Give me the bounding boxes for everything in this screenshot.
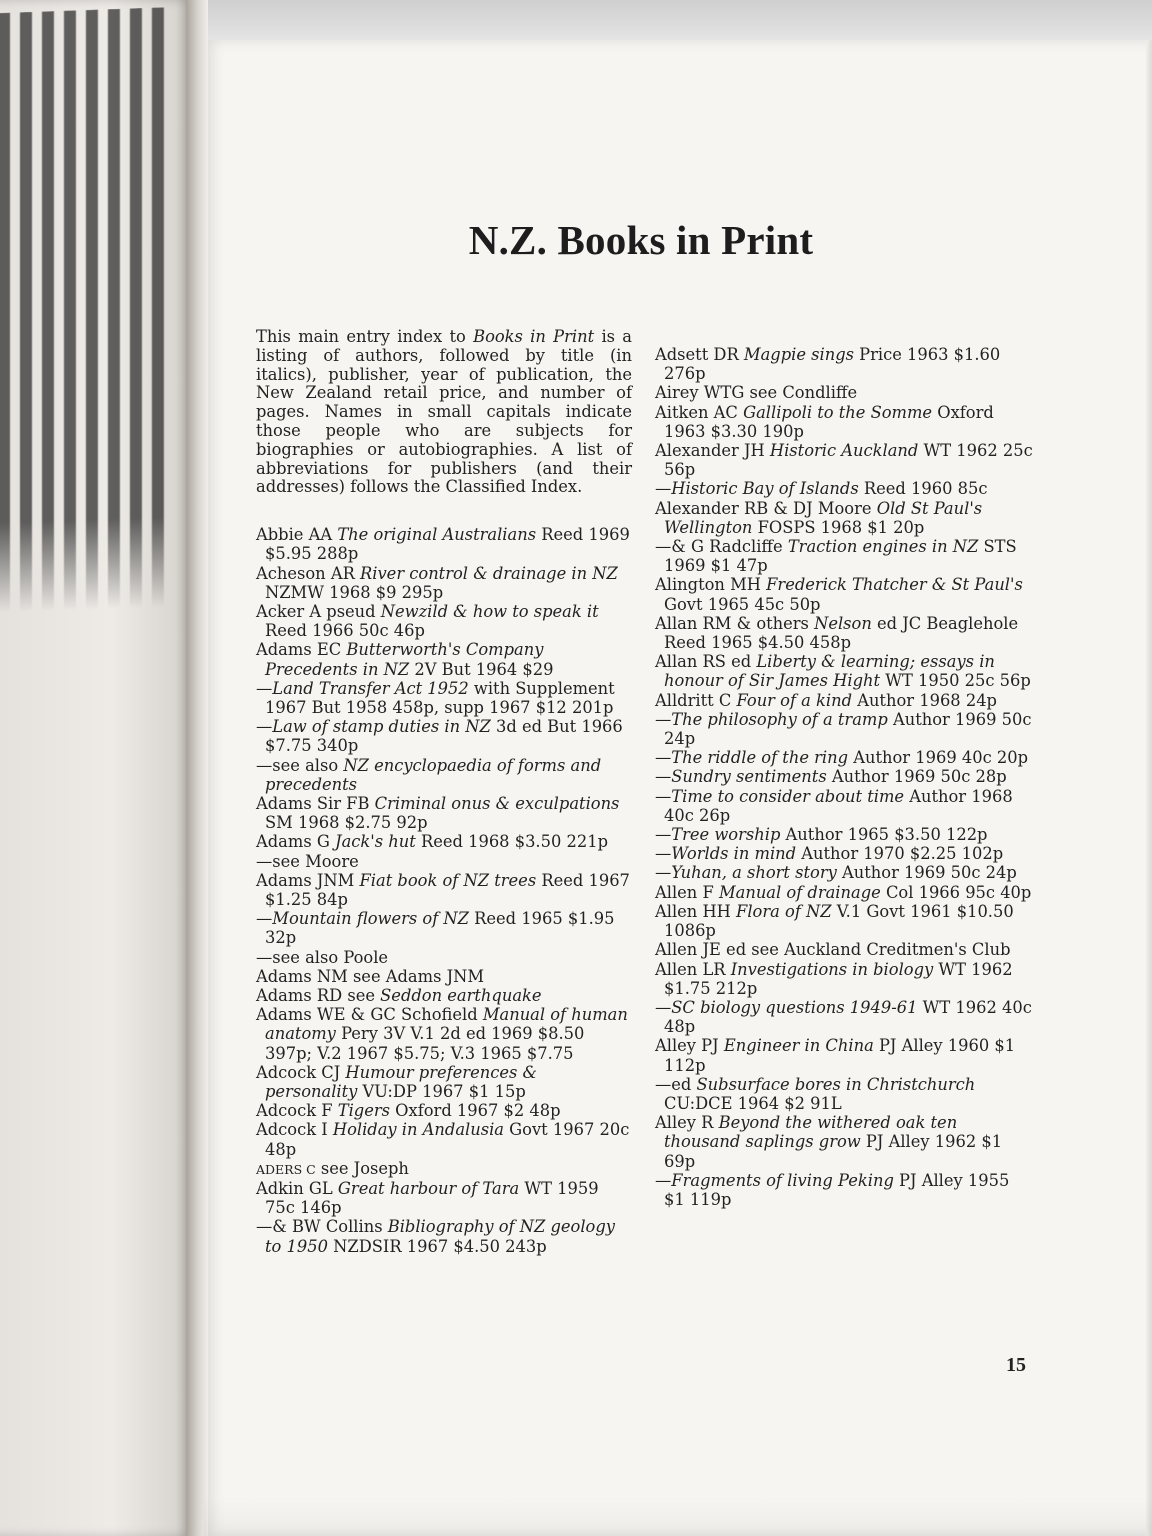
entry-text: Adsett DR bbox=[655, 345, 744, 364]
entry-text: Adams RD see bbox=[256, 986, 381, 1006]
entry-title: Humour preferences & personality bbox=[265, 1062, 537, 1102]
page-number: 15 bbox=[1006, 1354, 1026, 1376]
entry-text: Author 1969 50c 28p bbox=[826, 767, 1007, 787]
entry-title: Four of a kind bbox=[736, 690, 853, 710]
index-entry bbox=[655, 960, 1035, 998]
entry-text: Allen JE ed see Auckland Creditmen's Club bbox=[655, 940, 1011, 960]
index-entry bbox=[655, 345, 1035, 383]
index-entry bbox=[256, 794, 632, 832]
index-entry bbox=[256, 1217, 632, 1255]
entry-text: — bbox=[655, 767, 672, 787]
index-entry bbox=[655, 383, 1035, 402]
index-entry bbox=[256, 1101, 632, 1120]
entry-text: FOSPS 1968 $1 20p bbox=[752, 517, 925, 537]
entry-text: Author 1968 40c 26p bbox=[664, 786, 1013, 825]
index-entry bbox=[655, 883, 1035, 902]
entry-text: Allan RM & others bbox=[655, 613, 815, 633]
entry-title: River control & drainage in NZ bbox=[360, 563, 618, 583]
entry-title: Old St Paul's Wellington bbox=[664, 498, 983, 537]
index-entry bbox=[256, 871, 632, 909]
entry-text: WT 1950 25c 56p bbox=[880, 671, 1031, 691]
entry-title: Criminal onus & exculpations bbox=[374, 794, 620, 814]
entry-text: Acker A pseud bbox=[256, 601, 381, 621]
entry-title: The philosophy of a tramp bbox=[671, 709, 888, 729]
entry-text: PJ Alley 1955 $1 119p bbox=[664, 1170, 1010, 1209]
entry-text: Author 1969 50c 24p bbox=[664, 709, 1032, 749]
page-edge bbox=[1146, 40, 1152, 1536]
index-entry bbox=[256, 1159, 632, 1179]
entry-text: —ed bbox=[655, 1074, 697, 1094]
index-entry bbox=[655, 940, 1035, 959]
index-entry bbox=[655, 1113, 1035, 1171]
entry-title: NZ encyclopaedia of forms and precedents bbox=[265, 755, 602, 794]
entry-text: Alington MH bbox=[655, 575, 767, 595]
entry-text: Govt 1967 20c 48p bbox=[265, 1120, 630, 1159]
entry-text: Oxford 1967 $2 48p bbox=[390, 1101, 561, 1121]
entry-text: Allen F bbox=[655, 882, 719, 902]
page-title: N.Z. Books in Print bbox=[468, 217, 814, 263]
entry-title: Time to consider about time bbox=[671, 786, 905, 806]
index-entry bbox=[256, 832, 632, 851]
entry-text: — bbox=[655, 863, 672, 883]
entry-title: The original Australians bbox=[337, 525, 537, 545]
entry-text: Reed 1968 $3.50 221p bbox=[415, 832, 608, 852]
entry-title: Tree worship bbox=[671, 825, 781, 845]
entry-text: —& G Radcliffe bbox=[655, 537, 788, 557]
index-entry bbox=[256, 909, 632, 947]
entry-text: Reed 1967 $1.25 84p bbox=[265, 870, 630, 910]
entry-title: Butterworth's Company Precedents in NZ bbox=[265, 640, 544, 679]
index-entry bbox=[256, 640, 632, 678]
entry-text: Reed 1965 $1.95 32p bbox=[265, 909, 615, 948]
entry-text: Adcock I bbox=[256, 1120, 333, 1140]
entry-list-left bbox=[256, 525, 632, 1256]
entry-text: Col 1966 95c 40p bbox=[880, 882, 1032, 902]
index-entry bbox=[655, 441, 1035, 479]
index-entry bbox=[256, 564, 632, 602]
entry-text: Acheson AR bbox=[256, 563, 361, 583]
entry-title: Historic Auckland bbox=[769, 441, 919, 461]
index-entry bbox=[655, 652, 1035, 690]
entry-title: Subsurface bores in Christchurch bbox=[696, 1074, 976, 1094]
entry-text: Adams NM see Adams JNM bbox=[256, 966, 485, 986]
entry-text: — bbox=[655, 786, 672, 806]
background-band bbox=[200, 0, 1152, 42]
entry-text: — bbox=[256, 717, 273, 737]
index-entry bbox=[256, 852, 632, 871]
entry-title: Fragments of living Peking bbox=[671, 1170, 894, 1190]
entry-text: Alley R bbox=[655, 1113, 719, 1133]
index-entry bbox=[655, 499, 1035, 537]
index-entry bbox=[256, 717, 632, 755]
index-entry bbox=[655, 902, 1035, 940]
entry-text: STS 1969 $1 47p bbox=[664, 537, 1017, 576]
entry-text: —see also bbox=[256, 755, 344, 775]
entry-text: —see Moore bbox=[256, 851, 359, 871]
entry-text: Adams WE & GC Schofield bbox=[256, 1005, 483, 1025]
entry-text: Oxford 1963 $3.30 190p bbox=[664, 402, 994, 441]
entry-text: Adams G bbox=[256, 832, 336, 852]
page-shadow bbox=[204, 1496, 1152, 1536]
entry-text: NZDSIR 1967 $4.50 243p bbox=[327, 1236, 547, 1256]
index-entry bbox=[655, 1036, 1035, 1074]
entry-text: Price 1963 $1.60 276p bbox=[664, 345, 1001, 384]
entry-title: Nelson bbox=[814, 613, 872, 633]
entry-title: Beyond the withered oak ten thousand saplings grow bbox=[664, 1113, 958, 1152]
index-entry bbox=[655, 537, 1035, 575]
index-entry bbox=[655, 863, 1035, 882]
index-entry bbox=[256, 602, 632, 640]
entry-title: Gallipoli to the Somme bbox=[743, 402, 933, 422]
index-entry bbox=[256, 967, 632, 986]
entry-title: The riddle of the ring bbox=[671, 748, 849, 768]
entry-title: Yuhan, a short story bbox=[671, 863, 837, 883]
entry-text: Reed 1960 85c bbox=[858, 479, 988, 499]
entry-title: Liberty & learning; essays in honour of Sir James Hight bbox=[664, 652, 995, 691]
index-entry bbox=[256, 1179, 632, 1217]
index-entry bbox=[655, 748, 1035, 767]
intro-text: This main entry index to bbox=[256, 327, 474, 346]
index-entry bbox=[256, 986, 632, 1005]
entry-text: ed JC Beaglehole Reed 1965 $4.50 458p bbox=[664, 613, 1019, 653]
entry-text: — bbox=[655, 479, 672, 499]
index-entry bbox=[655, 691, 1035, 710]
entry-text: — bbox=[256, 909, 273, 929]
entry-text: Pery 3V V.1 2d ed 1969 $8.50 397p; V.2 1967 $5.75; V.3 1965 $7.75 bbox=[265, 1024, 585, 1063]
entry-text: Alley PJ bbox=[655, 1036, 724, 1056]
entry-text: 3d ed But 1966 $7.75 340p bbox=[265, 717, 623, 756]
entry-text: V.1 Govt 1961 $10.50 1086p bbox=[664, 901, 1014, 941]
entry-text: PJ Alley 1960 $1 112p bbox=[664, 1036, 1016, 1075]
entry-title: Worlds in mind bbox=[671, 844, 797, 864]
intro-italic-text: Books in Print bbox=[473, 327, 595, 346]
entry-text: Author 1965 $3.50 122p bbox=[780, 825, 988, 845]
entry-text: CU:DCE 1964 $2 91L bbox=[664, 1093, 842, 1113]
entry-text: Author 1970 $2.25 102p bbox=[796, 844, 1004, 864]
entry-text: — bbox=[655, 748, 672, 768]
entry-subject-name: ADERS C bbox=[256, 1161, 316, 1177]
entry-text: Adkin GL bbox=[256, 1179, 338, 1199]
index-entry bbox=[655, 998, 1035, 1036]
entry-text: Adcock CJ bbox=[256, 1062, 346, 1082]
entry-title: SC biology questions 1949-61 bbox=[671, 997, 918, 1017]
index-entry bbox=[655, 614, 1035, 652]
entry-text: with Supplement 1967 But 1958 458p, supp 1967 $12 201p bbox=[265, 678, 615, 717]
entry-text: PJ Alley 1962 $1 69p bbox=[664, 1132, 1003, 1171]
entry-title: Investigations in biology bbox=[730, 959, 934, 979]
index-entry bbox=[256, 948, 632, 967]
entry-text: — bbox=[655, 1170, 672, 1190]
entry-text: Author 1968 24p bbox=[852, 690, 997, 710]
entry-title: Manual of human anatomy bbox=[265, 1005, 628, 1044]
entry-title: Engineer in China bbox=[723, 1036, 874, 1056]
entry-text: Alexander RB & DJ Moore bbox=[655, 498, 877, 518]
entry-title: Fiat book of NZ trees bbox=[359, 870, 537, 890]
entry-title: Great harbour of Tara bbox=[337, 1179, 520, 1199]
entry-text: Alldritt C bbox=[655, 690, 737, 710]
entry-title: Historic Bay of Islands bbox=[671, 479, 859, 499]
index-entry bbox=[256, 679, 632, 717]
entry-title: Traction engines in NZ bbox=[787, 537, 979, 557]
index-entry bbox=[655, 1075, 1035, 1113]
entry-text: Adams EC bbox=[256, 640, 347, 660]
entry-title: Seddon earthquake bbox=[380, 986, 542, 1006]
entry-text: — bbox=[655, 844, 672, 864]
intro-paragraph bbox=[256, 328, 632, 497]
entry-text: Airey WTG see Condliffe bbox=[655, 383, 858, 403]
index-entry bbox=[655, 825, 1035, 844]
index-entry bbox=[655, 479, 1035, 498]
entry-title: Jack's hut bbox=[335, 832, 416, 852]
entry-text: —& BW Collins bbox=[256, 1217, 388, 1237]
index-entry bbox=[655, 403, 1035, 441]
entry-text: WT 1959 75c 146p bbox=[265, 1179, 599, 1218]
entry-text: Alexander JH bbox=[655, 441, 770, 461]
entry-text: NZMW 1968 $9 295p bbox=[265, 582, 444, 602]
entry-text: — bbox=[655, 997, 672, 1017]
left-column bbox=[256, 328, 632, 1256]
entry-title: Newzild & how to speak it bbox=[380, 601, 599, 621]
entry-text: —see also Poole bbox=[256, 947, 389, 967]
entry-text: Adcock F bbox=[256, 1101, 338, 1121]
right-column bbox=[655, 345, 1035, 1209]
index-entry bbox=[256, 1120, 632, 1158]
entry-text: VU:DP 1967 $1 15p bbox=[357, 1082, 526, 1102]
entry-title: Magpie sings bbox=[743, 345, 854, 364]
entry-text: — bbox=[256, 678, 273, 698]
entry-list-right bbox=[655, 345, 1035, 1209]
entry-text: WT 1962 25c 56p bbox=[664, 441, 1033, 480]
entry-text: WT 1962 $1.75 212p bbox=[664, 959, 1013, 998]
entry-text: Aitken AC bbox=[655, 402, 744, 422]
entry-title: Manual of drainage bbox=[718, 882, 881, 902]
index-entry bbox=[655, 787, 1035, 825]
entry-text: Adams JNM bbox=[256, 870, 360, 890]
entry-text: — bbox=[655, 709, 672, 729]
entry-title: Bibliography of NZ geology to 1950 bbox=[265, 1217, 615, 1256]
index-entry bbox=[256, 1005, 632, 1063]
entry-title: Frederick Thatcher & St Paul's bbox=[766, 575, 1023, 595]
entry-text: Allan RS ed bbox=[655, 652, 757, 672]
index-entry bbox=[256, 756, 632, 794]
index-entry bbox=[655, 1171, 1035, 1209]
entry-text: see Joseph bbox=[315, 1158, 409, 1178]
index-entry bbox=[655, 710, 1035, 748]
entry-text: Allen HH bbox=[655, 901, 737, 921]
entry-title: Holiday in Andalusia bbox=[332, 1120, 504, 1140]
entry-title: Law of stamp duties in NZ bbox=[272, 717, 491, 737]
entry-text: Adams Sir FB bbox=[256, 794, 375, 814]
entry-text: Abbie AA bbox=[256, 525, 338, 545]
index-entry bbox=[655, 844, 1035, 863]
intro-text: is a listing of authors, followed by title (in italics), publisher, year of publication, the New Zealand retail price, and number of pages. Names in small capitals indicate those people who are subjects for biographies or autobiographies. A list of abbreviations for publishers (and their addresses) follows the Classified Index. bbox=[256, 327, 633, 497]
entry-title: Tigers bbox=[337, 1101, 390, 1121]
facing-page-text-blur bbox=[0, 7, 166, 613]
index-entry bbox=[655, 767, 1035, 786]
entry-text: Govt 1965 45c 50p bbox=[664, 594, 821, 614]
entry-text: — bbox=[655, 825, 672, 845]
index-entry bbox=[655, 575, 1035, 613]
entry-text: Author 1969 40c 20p bbox=[848, 748, 1028, 768]
index-entry bbox=[256, 525, 632, 563]
entry-text: Reed 1969 $5.95 288p bbox=[265, 525, 630, 564]
index-entry bbox=[256, 1063, 632, 1101]
entry-title: Mountain flowers of NZ bbox=[272, 909, 469, 929]
entry-text: Author 1969 50c 24p bbox=[836, 863, 1017, 883]
entry-title: Flora of NZ bbox=[736, 901, 832, 921]
entry-title: Sundry sentiments bbox=[671, 767, 827, 787]
entry-text: WT 1962 40c 48p bbox=[664, 997, 1032, 1037]
entry-text: SM 1968 $2.75 92p bbox=[265, 813, 428, 833]
entry-title: Land Transfer Act 1952 bbox=[272, 678, 469, 698]
entry-text: 2V But 1964 $29 bbox=[409, 659, 554, 679]
entry-text: Allen LR bbox=[655, 959, 731, 979]
entry-text: Reed 1966 50c 46p bbox=[265, 621, 425, 641]
